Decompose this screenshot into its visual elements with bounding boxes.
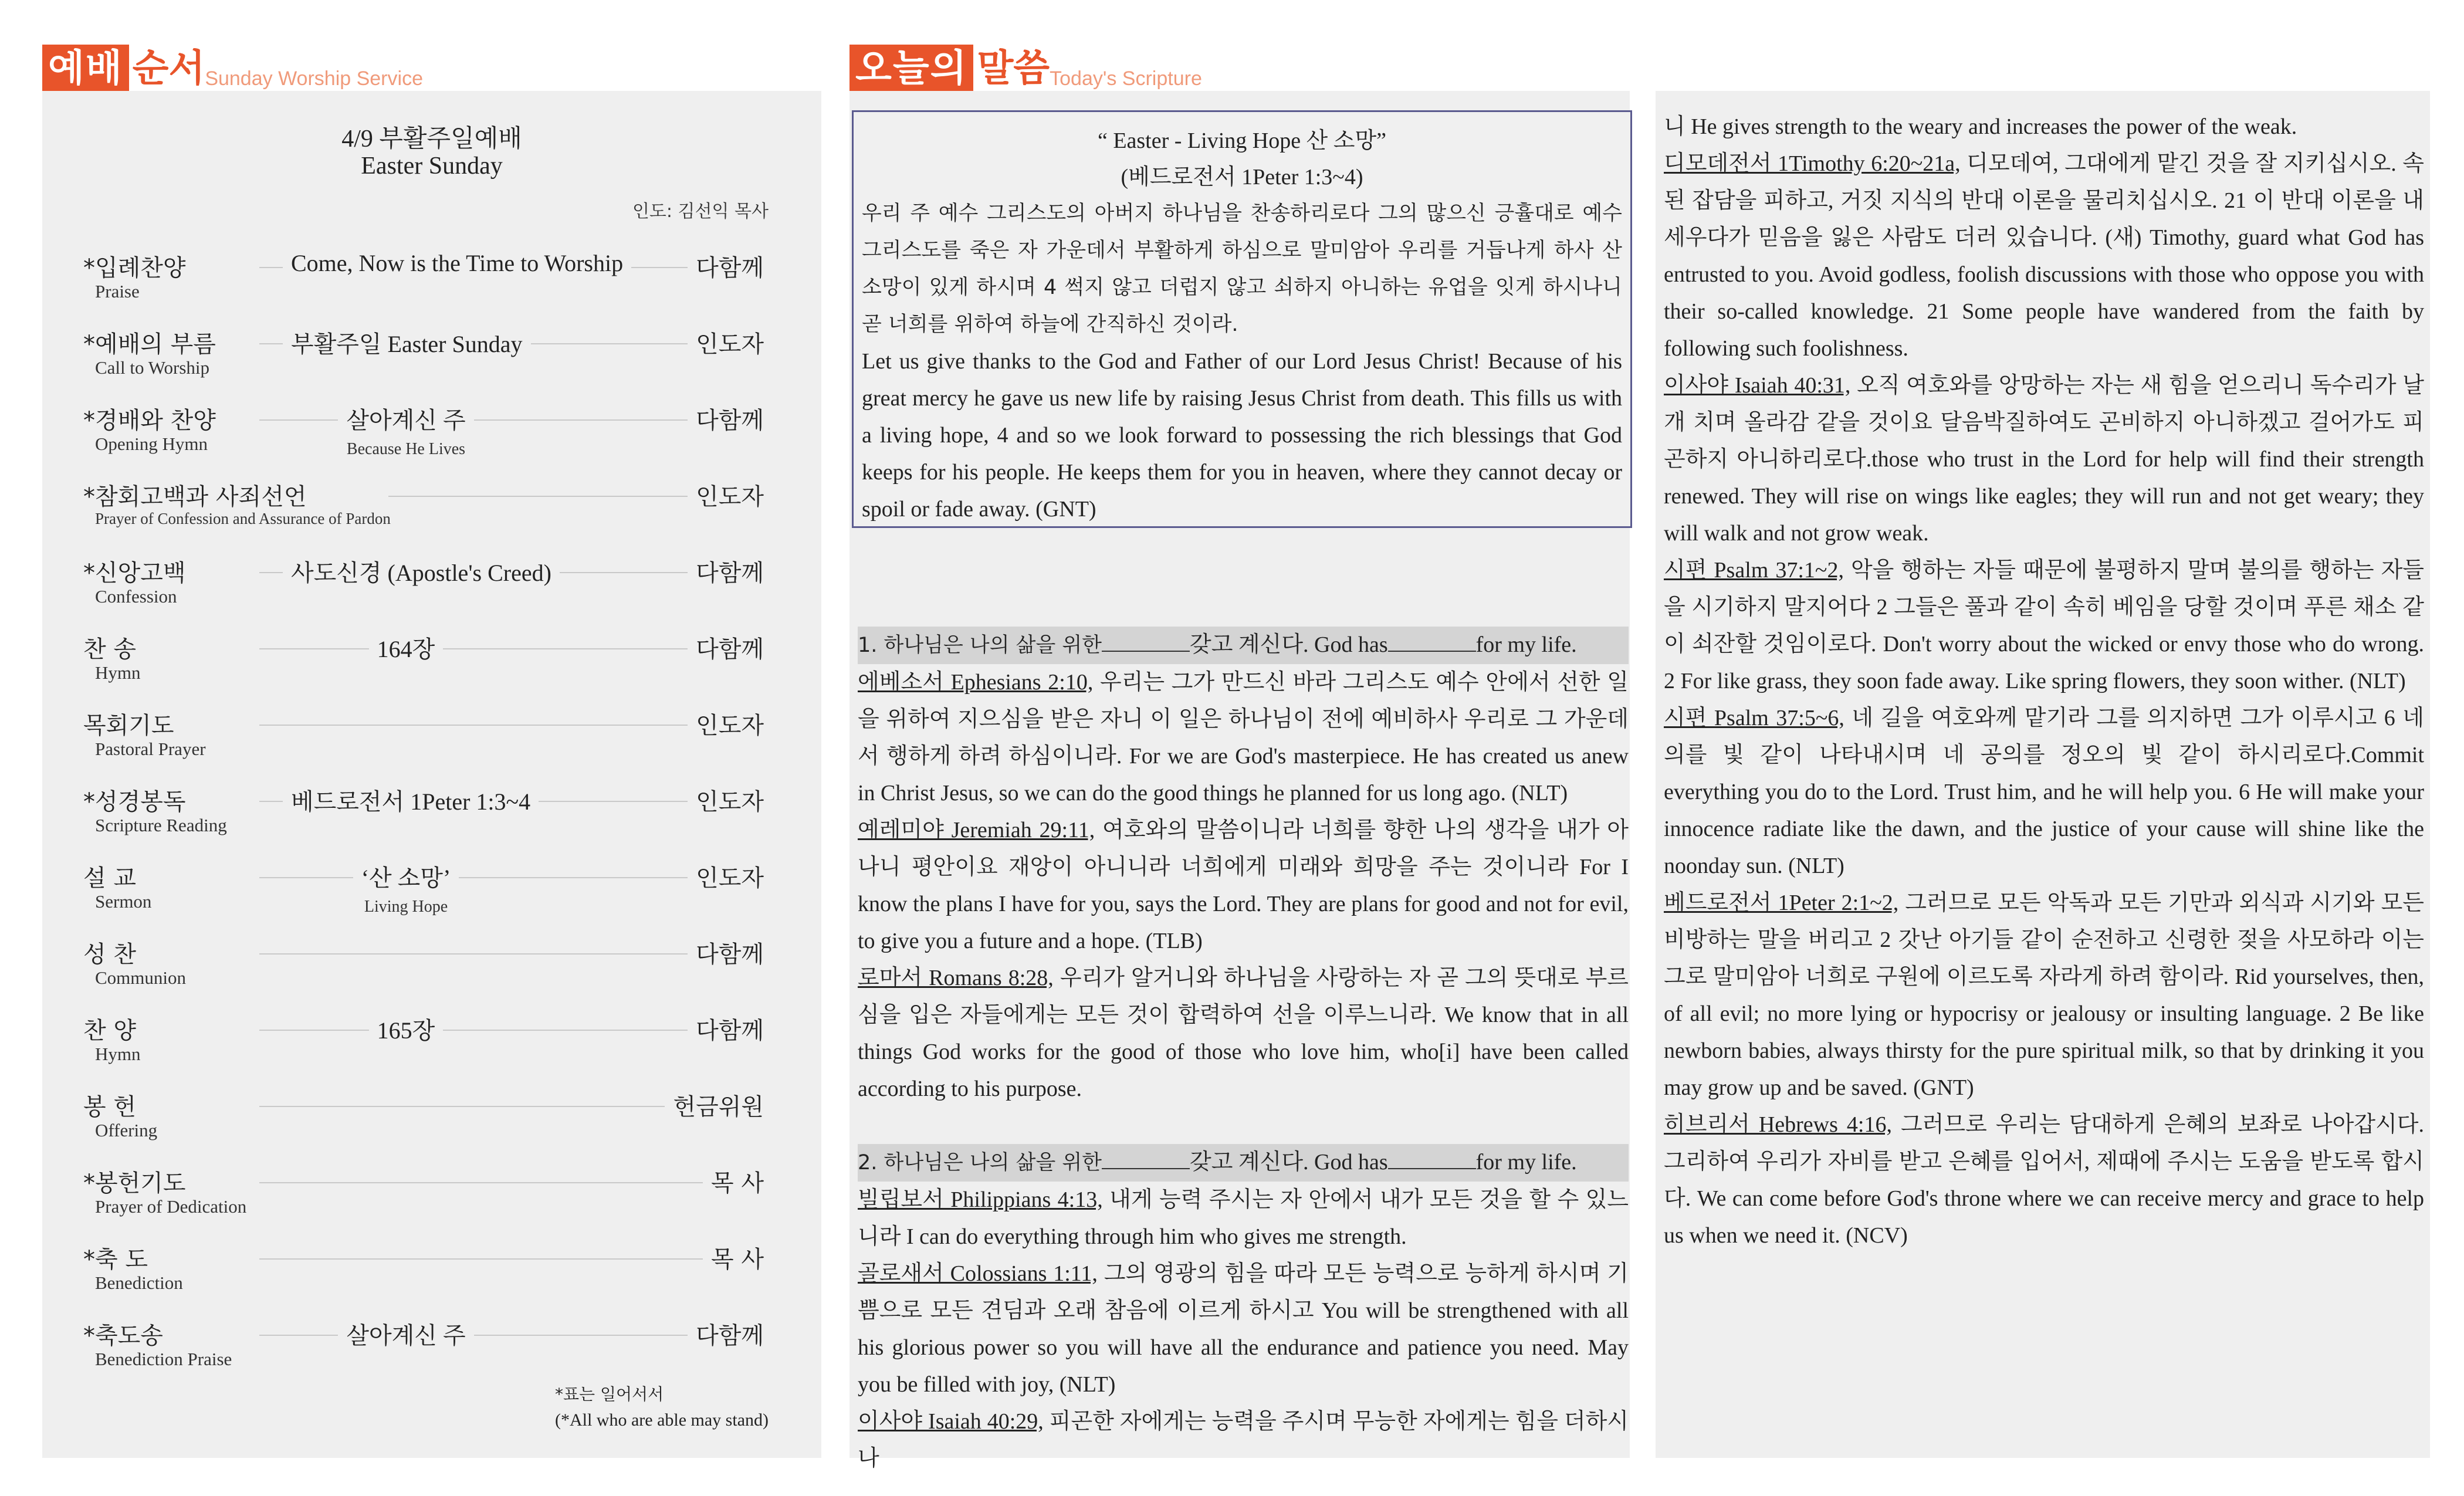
service-item-detail-text: 164장	[369, 631, 444, 664]
reference-citation: 이사야 Isaiah 40:31,	[1664, 373, 1851, 398]
reference-text: 그의 영광의 힘을 따라 모든 능력으로 능하게 하시며 기쁨으로 모든 견딤과 오래 참음에 이르게 하시고 You will be strengthened with all his glorious power so you will have all the endurance and patience you need. May you be filled with joy, (NLT)	[858, 1261, 1629, 1397]
reference-text: 피곤한 자에게는 능력을 주시며 무능한 자에게는 힘을 더하시나	[858, 1409, 1629, 1471]
service-item-en: Pastoral Prayer	[95, 739, 206, 759]
service-item-detail-text: 부활주일 Easter Sunday	[283, 326, 531, 359]
service-item-en: Benediction	[95, 1272, 183, 1293]
point-2-reference	[858, 1255, 1629, 1403]
service-item	[83, 478, 764, 549]
reference-citation: 에베소서 Ephesians 2:10,	[858, 670, 1094, 695]
service-item	[83, 1317, 764, 1387]
reference-citation: 베드로전서 1Peter 2:1~2,	[1664, 891, 1899, 915]
reference-citation: 빌립보서 Philippians 4:13,	[858, 1187, 1103, 1212]
service-item-leader-line	[388, 496, 705, 497]
service-item-leader-line	[259, 725, 705, 726]
reference-citation: 로마서 Romans 8:28,	[858, 966, 1054, 990]
point-2-pre: 2. 하나님은 나의 삶을 위한	[858, 1151, 1102, 1175]
continued-reference	[1664, 1106, 2424, 1254]
service-item-detail-sub: Because He Lives	[346, 440, 466, 458]
service-item-leader: 인도자	[688, 859, 764, 893]
service-item-leader-line	[259, 953, 705, 955]
service-item	[83, 1165, 764, 1235]
continued-references	[1664, 109, 2424, 1254]
service-item-ko: *신앙고백	[83, 560, 186, 587]
service-item-ko: 설 교	[83, 865, 136, 892]
service-item-ko: *축 도	[83, 1246, 148, 1273]
service-item-detail	[283, 631, 529, 664]
service-item	[83, 631, 764, 701]
service-item-detail	[283, 554, 551, 588]
service-item-en: Prayer of Confession and Assurance of Pardon	[95, 510, 391, 527]
point-2-mid: 갖고 계신다. God has	[1190, 1150, 1388, 1175]
continued-reference	[1664, 552, 2424, 700]
order-of-worship-panel	[42, 91, 821, 1458]
service-leader: 인도: 김선익 목사	[632, 201, 769, 222]
service-item-leader: 다함께	[688, 1012, 764, 1045]
reference-citation: 예레미야 Jeremiah 29:11,	[858, 818, 1095, 842]
service-item-ko: 성 찬	[83, 941, 136, 968]
service-item	[83, 1241, 764, 1311]
service-item-leader: 인도자	[688, 478, 764, 512]
reference-text: 우리는 그가 만드신 바라 그리스도 예수 안에서 선한 일을 위하여 지으심을 받은 자니 이 일은 하나님이 전에 예비하사 우리로 그 가운데서 행하게 하려 하심이니라. For we are God's masterpiece. He has created us anew in Christ Jesus, so we can do the good things he planned for us long ago. (NLT)	[858, 670, 1629, 805]
service-item-ko: 찬 송	[83, 636, 136, 663]
service-item-leader: 다함께	[688, 554, 764, 588]
reference-text: 우리가 알거니와 하나님을 사랑하는 자 곧 그의 뜻대로 부르심을 입은 자들에게는 모든 것이 합력하여 선을 이루느니라. We know that in all things God works for the good of those who love him, who[i] have been called according to his purpose.	[858, 966, 1629, 1101]
service-item-en: Opening Hymn	[95, 434, 208, 454]
service-item	[83, 936, 764, 1006]
service-item-en: Call to Worship	[95, 357, 209, 378]
point-2-reference	[858, 1403, 1629, 1477]
service-item-detail	[283, 1012, 529, 1045]
main-scripture-en: Let us give thanks to the God and Father of our Lord Jesus Christ! Because of his great mercy he gave us new life by raising Jesus Christ from death. This fills us with a living hope, 4 and so we look forward to possessing the rich blessings that God keeps for his people. He keeps them for you in heaven, where they cannot decay or spoil or fade away. (GNT)	[862, 349, 1622, 522]
service-item-detail-text: 살아계신 주	[338, 402, 473, 435]
continued-reference	[1664, 367, 2424, 552]
service-item	[83, 859, 764, 930]
reference-text: 그러므로 우리는 담대하게 은혜의 보좌로 나아갑시다. 그리하여 우리가 자비를 받고 은혜를 입어서, 제때에 주시는 도움을 받도록 합시다. We can come before God's throne where we can receive mercy and grace to help us when we need it. (NCV)	[1664, 1112, 2424, 1248]
service-item-ko: *성경봉독	[83, 788, 186, 815]
service-item-detail	[283, 1317, 529, 1351]
service-item-detail	[283, 249, 624, 277]
reference-citation: 디모데전서 1Timothy 6:20~21a,	[1664, 151, 1961, 176]
point-2-post: for my life.	[1475, 1150, 1577, 1175]
reference-text: 디모데여, 그대에게 맡긴 것을 잘 지키십시오. 속된 잡담을 피하고, 거짓 지식의 반대 이론을 물리치십시오. 21 이 반대 이론을 내세우다가 믿음을 잃은 사람도 더러 있습니다. (새) Timothy, guard what God has entrusted to you. Avoid godless, foolish discussions with those who oppose you with their so-called knowledge. 21 Some people have wandered from the faith by following such foolishness.	[1664, 151, 2424, 361]
service-item-leader: 다함께	[688, 936, 764, 969]
service-item	[83, 783, 764, 854]
service-item-en: Prayer of Dedication	[95, 1196, 247, 1217]
service-item-ko: *경배와 찬양	[83, 407, 216, 434]
reference-text: 오직 여호와를 앙망하는 자는 새 힘을 얻으리니 독수리가 날개 치며 올라감 같을 것이요 달음박질하여도 곤비하지 아니하겠고 걸어가도 피곤하지 아니하리로다.those who trust in the Lord for help will find their strength renewed. They will rise on wings like eagles; they will run and not get weary; they will walk and not grow weak.	[1664, 373, 2424, 546]
service-item-en: Hymn	[95, 662, 141, 683]
point-1-references	[858, 664, 1629, 1108]
point-1-reference	[858, 812, 1629, 960]
service-item-leader: 인도자	[688, 783, 764, 817]
sermon-reference: (베드로전서 1Peter 1:3~4)	[1121, 165, 1363, 189]
service-item-detail-text: 베드로전서 1Peter 1:3~4	[283, 783, 539, 817]
service-item-detail-sub: Living Hope	[364, 898, 448, 916]
service-item	[83, 1012, 764, 1082]
service-item-en: Communion	[95, 967, 187, 988]
service-item-ko: 찬 양	[83, 1017, 136, 1044]
main-scripture-ko: 우리 주 예수 그리스도의 아버지 하나님을 찬송하리로다 그의 많으신 긍휼대로 예수 그리스도를 죽은 자 가운데서 부활하게 하심으로 말미암아 우리를 거듭나게 하사 산 소망이 있게 하시며 4 썩지 않고 더럽지 않고 쇠하지 아니하는 유업을 잇게 하시나니 곧 너희를 위하여 하늘에 간직하신 것이라.	[862, 202, 1622, 336]
service-item-leader-line	[259, 1182, 705, 1183]
point-2-blank-2	[1388, 1168, 1476, 1169]
continued-reference	[1664, 885, 2424, 1106]
reference-citation: 이사야 Isaiah 40:29,	[858, 1409, 1044, 1434]
service-item-ko: *봉헌기도	[83, 1170, 186, 1197]
service-item-leader: 다함께	[688, 1317, 764, 1351]
service-item-en: Praise	[95, 281, 140, 302]
service-item	[83, 326, 764, 396]
service-item-ko: *참회고백과 사죄선언	[83, 483, 307, 510]
point-1-mid: 갖고 계신다. God has	[1190, 632, 1388, 657]
service-item-ko: *예배의 부름	[83, 331, 216, 358]
point-1-pre: 1. 하나님은 나의 삶을 위한	[858, 634, 1102, 657]
continued-reference-list	[1664, 145, 2424, 1254]
scripture-header-ko2: 말씀	[977, 47, 1050, 90]
service-item-en: Hymn	[95, 1044, 141, 1064]
point-1-blank-2	[1388, 651, 1476, 652]
service-item-detail	[283, 859, 529, 916]
service-item-leader: 다함께	[688, 249, 764, 283]
service-item	[83, 554, 764, 625]
reference-citation: 골로새서 Colossians 1:11,	[858, 1261, 1098, 1286]
service-item-en: Benediction Praise	[95, 1349, 232, 1369]
service-item-en: Offering	[95, 1120, 158, 1140]
service-item	[83, 1088, 764, 1159]
service-item-detail-text: Come, Now is the Time to Worship	[283, 249, 631, 277]
service-item	[83, 249, 764, 320]
reference-text: 악을 행하는 자들 때문에 불평하지 말며 불의를 행하는 자들을 시기하지 말지어다 2 그들은 풀과 같이 속히 베임을 당할 것이며 푸른 채소 같이 쇠잔할 것임이로다. Don't worry about the wicked or envy those who do wrong. 2 For like grass, they soon fade away. Like spring flowers, they soon wither. (NLT)	[1664, 558, 2424, 693]
worship-header-ko1: 예배	[42, 45, 129, 93]
service-item-ko: *입례찬양	[83, 255, 186, 282]
standing-note-en: (*All who are able may stand)	[554, 1410, 769, 1430]
reference-citation: 시편 Psalm 37:5~6,	[1664, 706, 1844, 730]
continued-reference	[1664, 145, 2424, 367]
reference-citation: 히브리서 Hebrews 4:16,	[1664, 1112, 1892, 1137]
scripture-header-en: Today's Scripture	[1050, 67, 1237, 93]
point-1-reference	[858, 664, 1629, 812]
reference-text: 여호와의 말씀이니라 너희를 향한 나의 생각을 내가 아나니 평안이요 재앙이 아니니라 너희에게 미래와 희망을 주는 것이니라 For I know the plans I have for you, says the Lord. They are plans for good and not for evil, to give you a future and a hope. (TLB)	[858, 818, 1629, 953]
point-2-references	[858, 1182, 1629, 1477]
service-item-leader: 헌금위원	[665, 1088, 764, 1122]
point-1-post: for my life.	[1475, 632, 1577, 657]
point-2-heading	[858, 1144, 1629, 1182]
service-item-detail	[283, 783, 529, 817]
service-item-ko: 목회기도	[83, 712, 174, 739]
service-item-en: Sermon	[95, 891, 152, 912]
point-2-blank-1	[1102, 1168, 1190, 1169]
service-item-detail	[283, 326, 529, 359]
continued-reference	[1664, 700, 2424, 885]
service-item-leader: 인도자	[688, 326, 764, 359]
continued-lead: 니 He gives strength to the weary and increases the power of the weak.	[1664, 114, 2297, 139]
sermon-title: “ Easter - Living Hope 산 소망”	[1097, 128, 1387, 153]
point-1-section	[858, 627, 1629, 1108]
service-item-leader: 목 사	[703, 1165, 764, 1198]
point-1-heading	[858, 627, 1629, 664]
service-item-leader-line	[259, 1258, 705, 1260]
scripture-header	[849, 40, 1237, 93]
main-scripture-box	[852, 110, 1632, 528]
service-en-title: Easter Sunday	[361, 153, 503, 180]
service-item-detail-text: 165장	[369, 1012, 444, 1045]
service-item-leader: 다함께	[688, 631, 764, 664]
service-item-leader: 다함께	[688, 402, 764, 435]
reference-text: 내게 능력 주시는 자 안에서 내가 모든 것을 할 수 있느니라 I can do everything through him who gives me strength.	[858, 1187, 1629, 1249]
reference-text: 그러므로 모든 악독과 모든 기만과 외식과 시기와 모든 비방하는 말을 버리고 2 갓난 아기들 같이 순전하고 신령한 젖을 사모하라 이는 그로 말미암아 너희로 구원에 이르도록 자라게 하려 함이라. Rid yourselves, then, of all evil; no more lying or hypocrisy or jealousy or insulting language. 2 Be like newborn babies, always thirsty for the pure spiritual milk, so that by drinking it you may grow up and be saved. (GNT)	[1664, 891, 2424, 1100]
service-item-leader: 목 사	[703, 1241, 764, 1274]
service-item-detail-text: ‘산 소망’	[353, 859, 459, 893]
service-item-ko: *축도송	[83, 1322, 163, 1349]
service-item-detail-text: 사도신경 (Apostle's Creed)	[283, 554, 560, 588]
service-item-en: Scripture Reading	[95, 815, 227, 835]
standing-note-ko: *표는 일어서서	[554, 1385, 664, 1404]
service-item-en: Confession	[95, 586, 177, 607]
standing-note	[555, 1382, 769, 1433]
service-item	[83, 402, 764, 472]
service-item-detail	[283, 402, 529, 459]
scripture-header-ko1: 오늘의	[849, 45, 973, 93]
point-1-reference	[858, 960, 1629, 1108]
point-1-blank-1	[1102, 651, 1190, 652]
worship-header-en: Sunday Worship Service	[205, 67, 458, 93]
service-item-ko: 봉 헌	[83, 1094, 136, 1121]
point-2-section	[858, 1144, 1629, 1477]
service-date-title: 4/9 부활주일예배	[341, 126, 522, 153]
service-item-detail-text: 살아계신 주	[338, 1317, 473, 1351]
service-item-leader: 인도자	[688, 707, 764, 740]
worship-header	[42, 40, 458, 93]
reference-text: 네 길을 여호와께 맡기라 그를 의지하면 그가 이루시고 6 네 의를 빛 같이 나타내시며 네 공의를 정오의 빛 같이 하시리로다.Commit everything you do to the Lord. Trust him, and he will help you. 6 He will make your innocence radiate like the dawn, and the justice of your cause will shine like the noonday sun. (NLT)	[1664, 706, 2424, 878]
service-item	[83, 707, 764, 777]
worship-header-ko2: 순서	[132, 47, 205, 90]
service-item-leader-line	[259, 1106, 705, 1107]
point-2-reference	[858, 1182, 1629, 1255]
reference-citation: 시편 Psalm 37:1~2,	[1664, 558, 1844, 583]
